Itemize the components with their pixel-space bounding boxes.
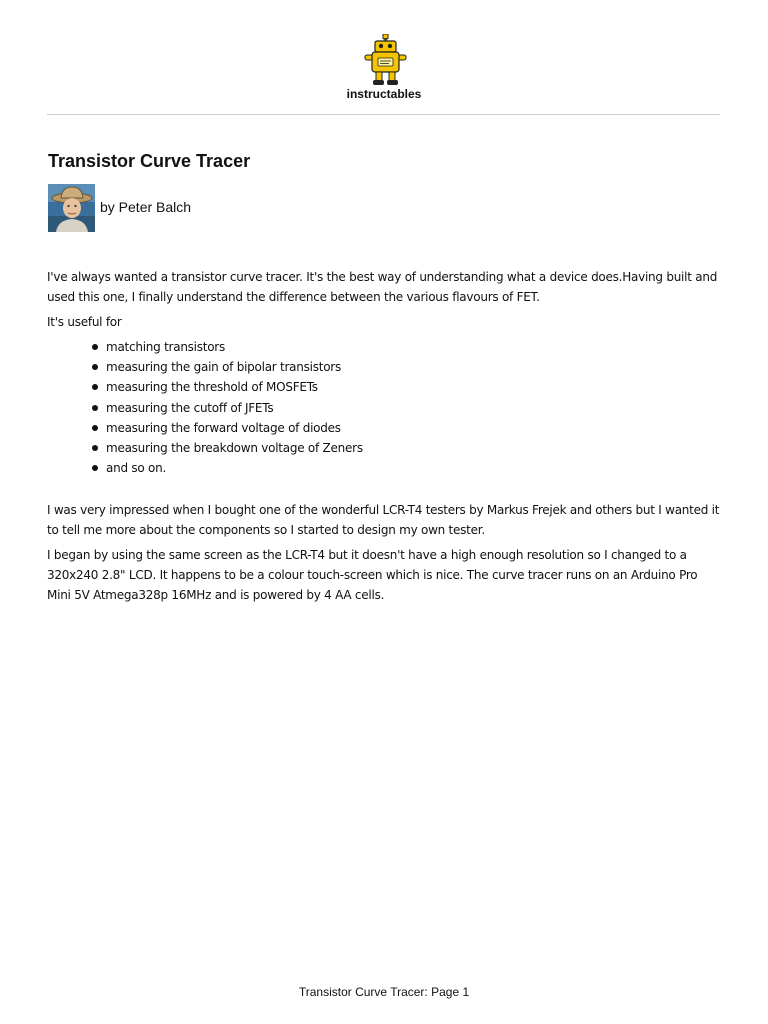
bullet-icon xyxy=(92,405,98,411)
list-item: measuring the gain of bipolar transistors xyxy=(106,357,723,377)
list-item: matching transistors xyxy=(106,337,723,357)
list-item: measuring the threshold of MOSFETs xyxy=(106,377,723,397)
section-spacer xyxy=(47,478,723,500)
bullet-icon xyxy=(92,425,98,431)
bullet-icon xyxy=(92,384,98,390)
screen-paragraph: I began by using the same screen as the LCR-T4 but it doesn't have a high enough resolution so I changed to a 320x240 2.8" LCD. It happens to be a colour touch-screen which is nice. The curve tracer runs on an Arduino Pro Mini 5V Atmega328p 16MHz and is powered by 4 AA cells. xyxy=(47,548,698,603)
author-avatar[interactable] xyxy=(48,184,95,232)
brand-name[interactable]: instructables xyxy=(346,87,422,101)
bullet-icon xyxy=(92,364,98,370)
author-byline[interactable]: by Peter Balch xyxy=(100,199,192,215)
lcr-paragraph: I was very impressed when I bought one of the wonderful LCR-T4 testers by Markus Frejek and others but I wanted it to tell me more about the components so I started to design my own tester. xyxy=(47,503,720,538)
page-footer: Transistor Curve Tracer: Page 1 xyxy=(298,985,470,999)
bullet-icon xyxy=(92,465,98,471)
header-divider xyxy=(47,114,720,115)
list-item: and so on. xyxy=(106,458,723,478)
author-avatar-icon xyxy=(48,184,95,232)
page-header xyxy=(0,0,768,116)
bullet-icon xyxy=(92,445,98,451)
bullet-icon xyxy=(92,344,98,350)
page-title: Transistor Curve Tracer xyxy=(48,151,251,171)
list-item: measuring the forward voltage of diodes xyxy=(106,418,723,438)
article-body xyxy=(47,267,723,610)
useful-for-label: It's useful for xyxy=(47,315,122,329)
intro-paragraph: I've always wanted a transistor curve tracer. It's the best way of understanding what a device does.Having built and used this one, I finally understand the difference between the various flavours of FET. xyxy=(47,270,718,304)
uses-list xyxy=(47,337,723,478)
list-item: measuring the cutoff of JFETs xyxy=(106,398,723,418)
list-item: measuring the breakdown voltage of Zeners xyxy=(106,438,723,458)
robot-mascot-icon xyxy=(362,34,408,86)
